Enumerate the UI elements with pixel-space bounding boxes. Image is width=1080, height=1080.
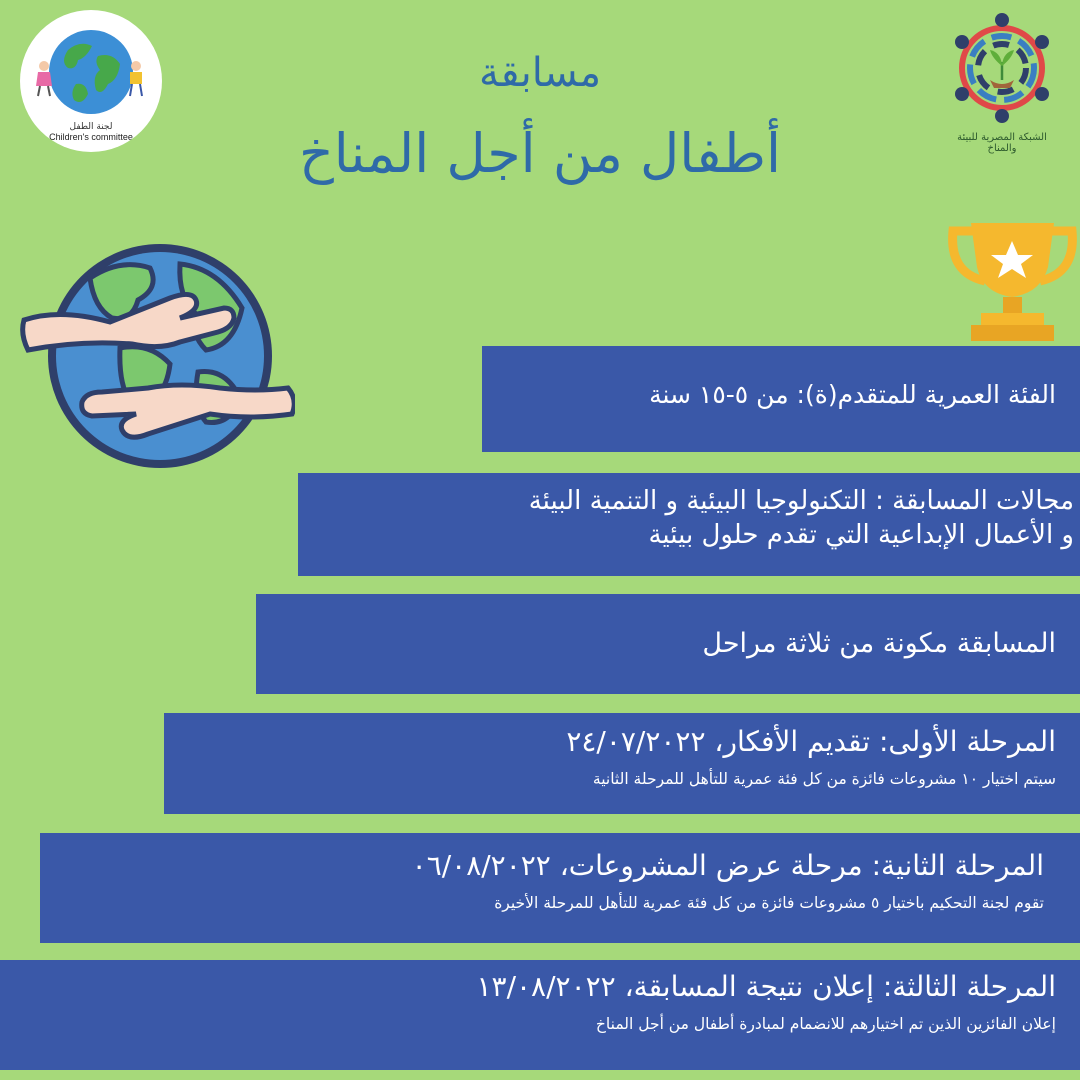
fields-line-2: و الأعمال الإبداعية التي تقدم حلول بيئية bbox=[648, 519, 1074, 550]
stages-intro-text: المسابقة مكونة من ثلاثة مراحل bbox=[702, 628, 1056, 659]
title-competition: مسابقة bbox=[478, 50, 602, 96]
competition-fields-box bbox=[298, 473, 1080, 576]
logo-left-arabic-caption: لجنة الطفل bbox=[69, 122, 113, 132]
age-group-text: الفئة العمرية للمتقدم(ة): من ٥-١٥ سنة bbox=[649, 380, 1056, 409]
stage-3-note: إعلان الفائزين الذين تم اختيارهم للانضمام لمبادرة أطفال من أجل المناخ bbox=[595, 1015, 1056, 1033]
stage-2-title: المرحلة الثانية: مرحلة عرض المشروعات، ٠٦/٠٨/٢٠٢٢ bbox=[411, 849, 1044, 882]
stage-3-title: المرحلة الثالثة: إعلان نتيجة المسابقة، ١٣/٠٨/٢٠٢٢ bbox=[476, 970, 1056, 1003]
stage-1-title: المرحلة الأولى: تقديم الأفكار، ٢٤/٠٧/٢٠٢٢ bbox=[566, 725, 1056, 758]
stages-intro-box bbox=[256, 594, 1080, 694]
stage-2-box bbox=[40, 833, 1080, 943]
fields-line-1: مجالات المسابقة : التكنولوجيا البيئية و التنمية البيئة bbox=[528, 486, 1074, 516]
logo-left-english-caption: Children's committee bbox=[49, 132, 133, 142]
trophy-icon bbox=[945, 215, 1080, 345]
age-group-box bbox=[482, 346, 1080, 452]
network-logo bbox=[944, 6, 1060, 156]
child-right-icon bbox=[130, 61, 142, 96]
stage-2-note: تقوم لجنة التحكيم باختيار ٥ مشروعات فائزة من كل فئة عمرية للتأهل للمرحلة الأخيرة bbox=[494, 894, 1044, 912]
stage-1-box bbox=[164, 713, 1080, 814]
title-children-for-climate: أطفال من أجل المناخ bbox=[298, 122, 782, 185]
stage-3-box bbox=[0, 960, 1080, 1070]
network-ring-icon bbox=[944, 6, 1060, 130]
earth-hug-icon bbox=[20, 238, 295, 478]
network-logo-caption: الشبكة المصرية للبيئة والمناخ bbox=[957, 132, 1047, 154]
childrens-committee-logo bbox=[20, 10, 162, 152]
stage-1-note: سيتم اختيار ١٠ مشروعات فائزة من كل فئة عمرية للتأهل للمرحلة الثانية bbox=[592, 770, 1056, 788]
